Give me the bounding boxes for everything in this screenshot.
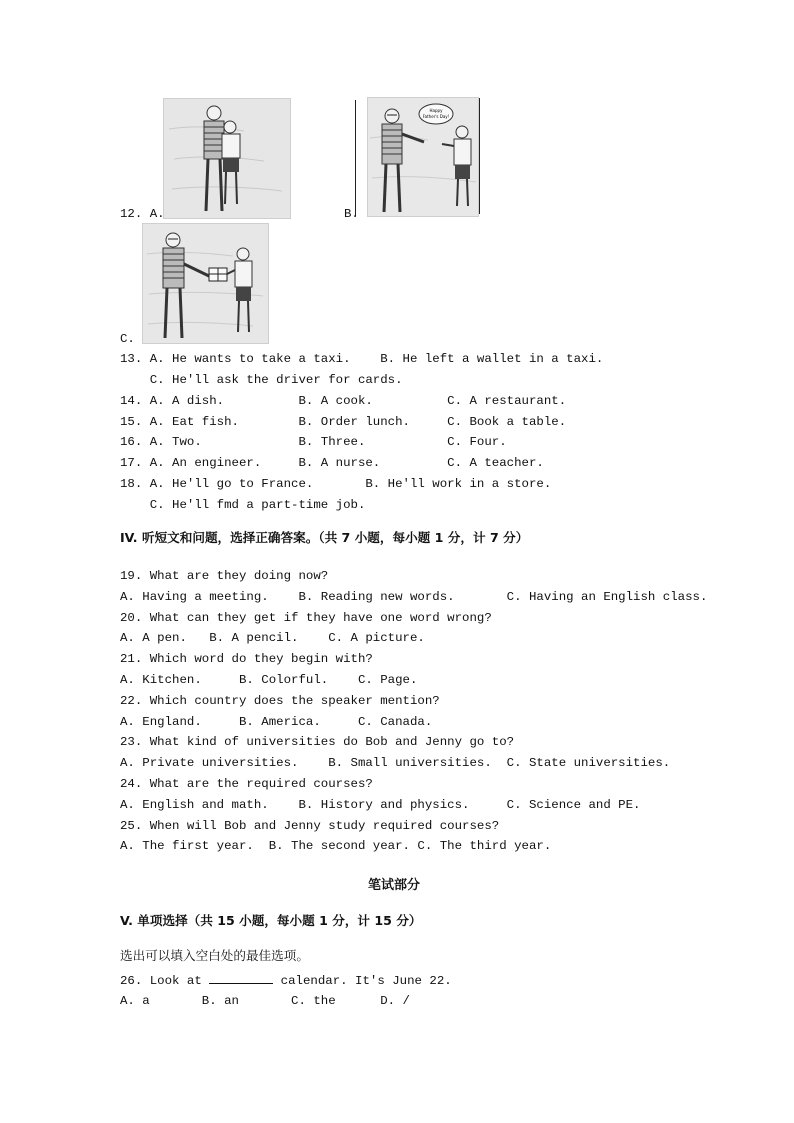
bubble-text: Happy (429, 108, 443, 113)
picture-b-left-border (355, 100, 356, 216)
answer-blank (209, 972, 273, 984)
q12-label-b: B. (344, 207, 359, 221)
happy-fathers-day-illustration (368, 98, 478, 216)
question-line: 16. A. Two. B. Three. C. Four. (120, 435, 507, 449)
section-4-heading: IV. 听短文和问题，选择正确答案。（共 7 小题，每小题 1 分，计 7 分） (120, 530, 529, 545)
question-line: C. He'll fmd a part-time job. (120, 498, 366, 512)
question-26-stem: 26. Look at (120, 974, 210, 988)
father-hug-illustration (164, 99, 290, 218)
question-line: A. Kitchen. B. Colorful. C. Page. (120, 673, 418, 687)
gift-giving-illustration (143, 224, 268, 343)
question-26 (120, 972, 452, 989)
question-line: A. The first year. B. The second year. C. The third year. (120, 839, 552, 853)
picture-b-right-border (479, 98, 480, 214)
q12-label-a: 12. A. (120, 207, 165, 221)
question-line: 20. What can they get if they have one word wrong? (120, 611, 492, 625)
section-5-heading: V. 单项选择（共 15 小题，每小题 1 分，计 15 分） (120, 913, 422, 928)
question-line: 25. When will Bob and Jenny study required courses? (120, 819, 500, 833)
question-line: C. He'll ask the driver for cards. (120, 373, 403, 387)
question-line: 24. What are the required courses? (120, 777, 373, 791)
question-26-options: A. a B. an C. the D. / (120, 994, 410, 1008)
question-line: 17. A. An engineer. B. A nurse. C. A teacher. (120, 456, 544, 470)
question-line: 22. Which country does the speaker mention? (120, 694, 440, 708)
question-line: 18. A. He'll go to France. B. He'll work in a store. (120, 477, 552, 491)
question-line: A. English and math. B. History and physics. C. Science and PE. (120, 798, 641, 812)
question-line: 15. A. Eat fish. B. Order lunch. C. Book a table. (120, 415, 567, 429)
picture-a (163, 98, 291, 219)
question-line: 14. A. A dish. B. A cook. C. A restaurant. (120, 394, 567, 408)
question-line: 23. What kind of universities do Bob and Jenny go to? (120, 735, 515, 749)
picture-b (367, 97, 479, 217)
question-26-stem-end: calendar. It's June 22. (273, 974, 452, 988)
question-line: A. A pen. B. A pencil. C. A picture. (120, 631, 425, 645)
question-line: 21. Which word do they begin with? (120, 652, 373, 666)
question-line: 19. What are they doing now? (120, 569, 329, 583)
question-line: A. England. B. America. C. Canada. (120, 715, 433, 729)
q12-label-c: C. (120, 332, 135, 346)
section-5-instruction: 选出可以填入空白处的最佳选项。 (120, 948, 309, 963)
question-line: 13. A. He wants to take a taxi. B. He left a wallet in a taxi. (120, 352, 604, 366)
question-line: A. Having a meeting. B. Reading new words. C. Having an English class. (120, 590, 708, 604)
picture-c (142, 223, 269, 344)
written-part-title: 笔试部分 (368, 878, 421, 893)
question-line: A. Private universities. B. Small universities. C. State universities. (120, 756, 671, 770)
svg-text:Father's Day!: Father's Day! (422, 114, 450, 119)
